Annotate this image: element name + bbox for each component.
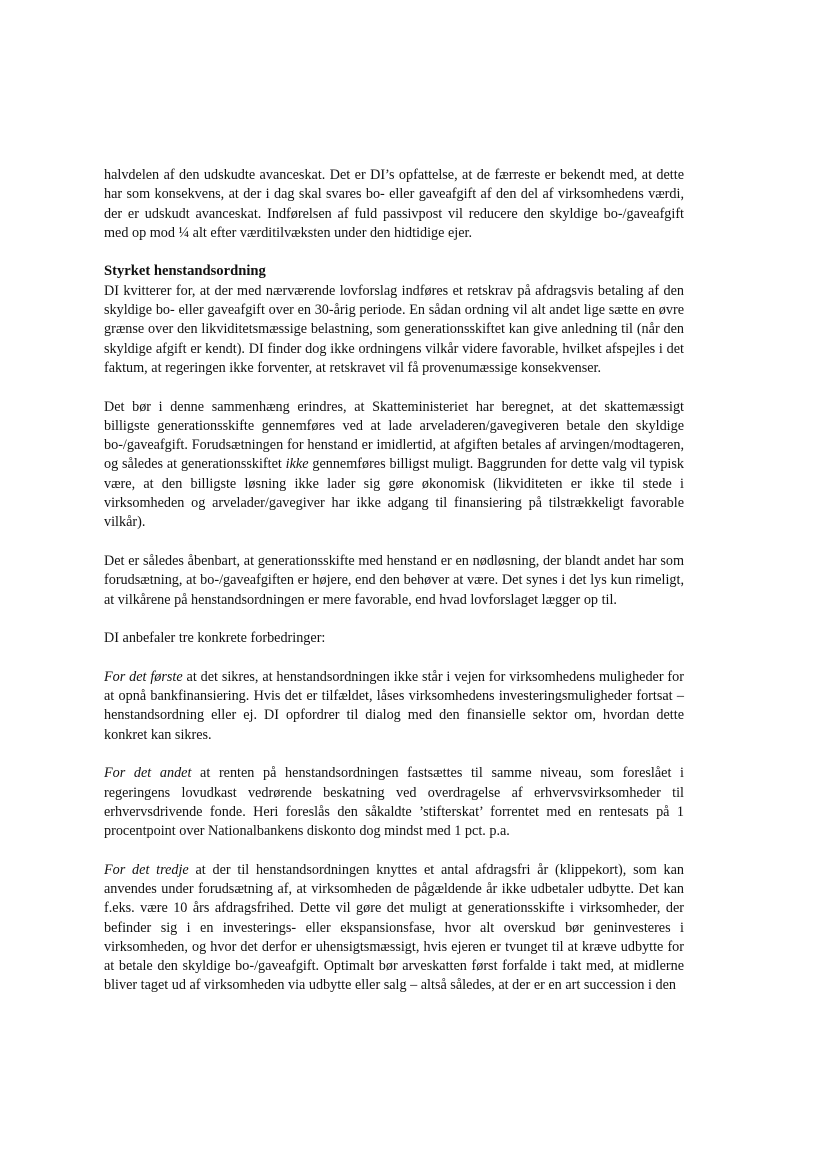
paragraph-skatteministeriet [104,398,684,533]
paragraph-recommendations-intro: DI anbefaler tre konkrete forbedringer: [104,630,326,647]
recommendation-second-text: at renten på henstandsordningen fastsættes til samme niveau, som foreslået i regeringens lovudkast vedrørende beskatning ved overdragelse af erhvervsvirksomheder til erhvervsdrivende fonde. Heri foreslås den såkaldte ’stifterskat’ forrentet med en rentesats på 1 procentpoint over Nationalbankens diskonto dog mindst med 1 pct. p.a. [104,765,684,840]
recommendation-third [104,861,684,996]
paragraph-avanceskat: halvdelen af den udskudte avanceskat. Det er DI’s opfattelse, at de færreste er bekendt med, at dette har som konsekvens, at der i dag skal svares bo- eller gaveafgift af den del af virksomhedens værdi, der er udskudt avanceskat. Indførelsen af fuld passivpost vil reducere den skyldige bo-/gaveafgift med op mod ¼ alt efter værditilvæksten under den hidtidige ejer. [104,167,684,241]
paragraph-noedloesning: Det er således åbenbart, at generationsskifte med henstand er en nødløsning, der blandt andet har som forudsætning, at bo-/gaveafgiften er højere, end den behøver at være. Det synes i det lys kun rimeligt, at vilkårene på henstandsordningen er mere favorable, end hvad lovforslaget lægger op til. [104,552,684,608]
recommendation-first-text: at det sikres, at henstandsordningen ikke står i vejen for virksomhedens muligheder for at opnå bankfinansiering. Hvis det er tilfældet, låses virksomhedens investeringsmuligheder fortsat – henstandsordning eller ej. DI opfordrer til dialog med den finansielle sektor om, hvordan dette konkret kan sikres. [104,668,684,743]
recommendation-second [104,764,684,841]
paragraph-retskrav: DI kvitterer for, at der med nærværende lovforslag indføres et retskrav på afdragsvis betaling af den skyldige bo- eller gaveafgift over en 30-årig periode. En sådan ordning vil alt andet lige sætte en øvre grænse over den likviditetsmæssige belastning, som generationsskiftet kan give anledning til (når den skyldige afgift er kendt). DI finder dog ikke ordningens vilkår videre favorable, hvilket afspejles i det faktum, at regeringen ikke forventer, at retskravet vil få provenumæssige konsekvenser. [104,282,684,376]
p3-text-after: gennemføres billigst muligt. Baggrunden for dette valg vil typisk være, at den billigste løsning ikke lader sig gøre økonomisk (likviditeten er ikke til stede i virksomheden og arvelader/gavegiver har ikke adgang til finansiering på tilstrækkeligt favorable vilkår). [104,456,684,531]
document-page [104,166,684,1015]
p3-text-before: Det bør i denne sammenhæng erindres, at Skatteministeriet har beregnet, at det skattemæssigt billigste generationsskifte gennemføres ved at lade arveladeren/gavegiveren betale den skyldige bo-/gaveafgift. Forudsætningen for henstand er imidlertid, at afgiften betales af arvingen/modtageren, og således at generationsskiftet [104,398,684,473]
recommendation-third-lead: For det tredje [104,861,189,878]
p3-emphasis: ikke [285,456,309,473]
recommendation-second-lead: For det andet [104,765,192,782]
recommendation-first [104,668,684,745]
section-heading: Styrket henstandsordning [104,263,266,280]
recommendation-first-lead: For det første [104,668,183,685]
recommendation-third-text: at der til henstandsordningen knyttes et antal afdragsfri år (klippekort), som kan anvendes under forudsætning af, at virksomheden de pågældende år ikke udbetaler udbytte. Det kan f.eks. være 10 års afdragsfrihed. Dette vil gøre det muligt at generationsskifte i virksomheder, der befinder sig i en investerings- eller ekspansionsfase, hvor alt overskud bør geninvesteres i virksomheden, og hvor det derfor er uhensigtsmæssigt, hvis ejeren er tvunget til at kræve udbytte for at betale den skyldige bo-/gaveafgift. Optimalt bør arveskatten først forfalde i takt med, at midlerne bliver taget ud af virksomheden via udbytte eller salg – altså således, at der er en art succession i den [104,861,684,994]
